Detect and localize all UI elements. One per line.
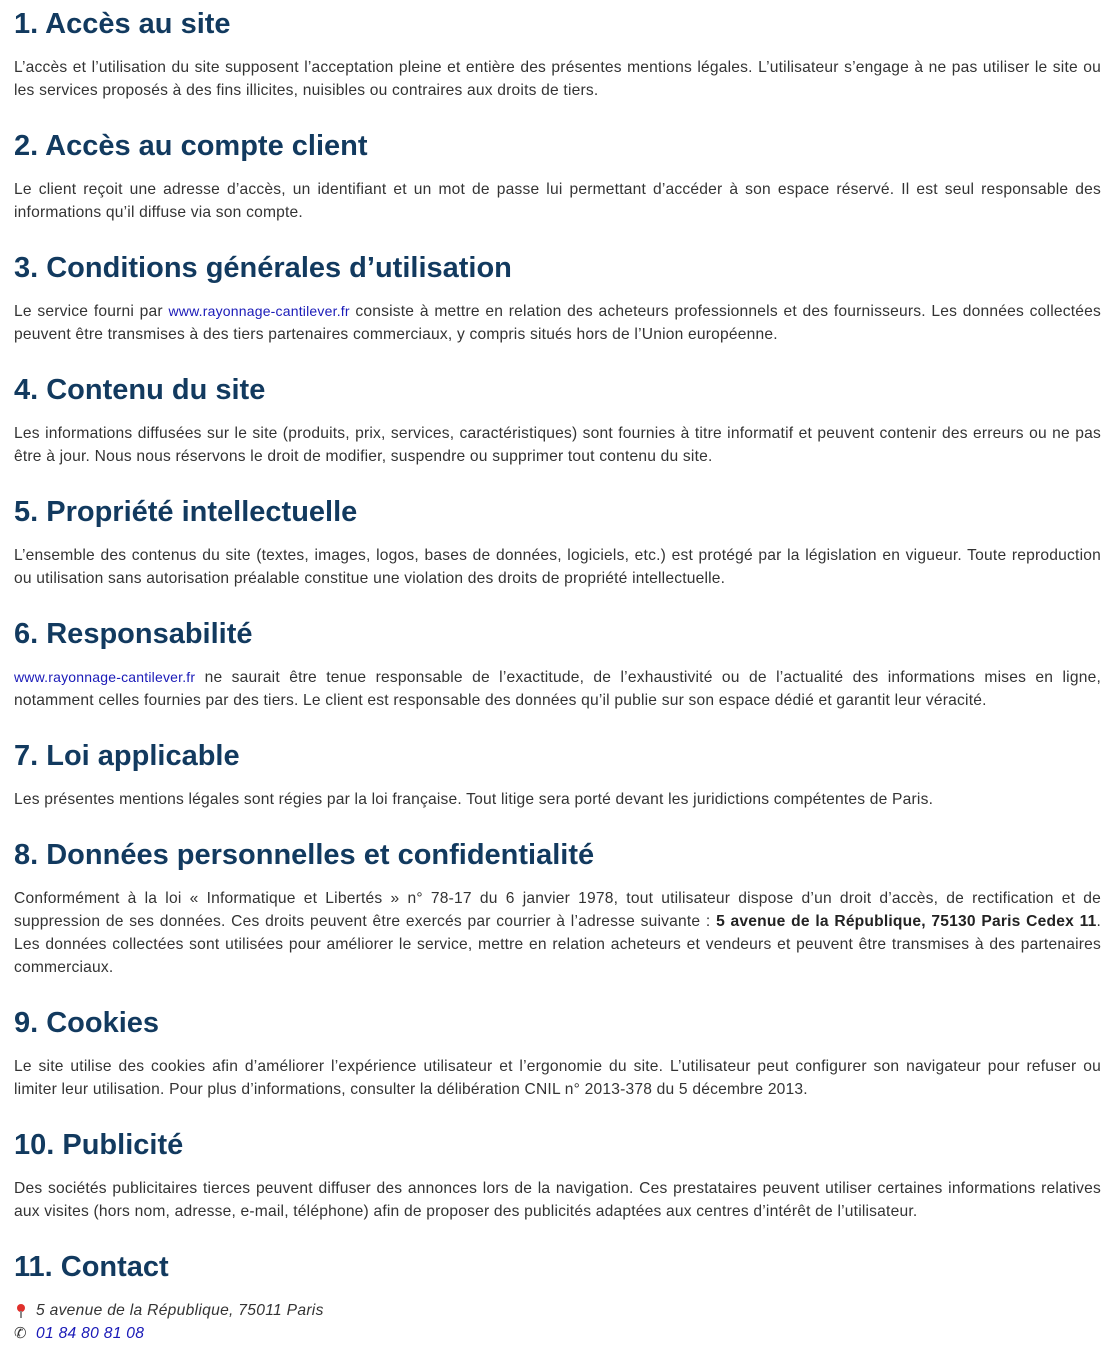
text-part: . Les données collectées sont utilisées pour améliorer le service, mettre en relation acheteurs et vendeurs et peuvent être transmises à des partenaires commerciaux. bbox=[14, 913, 1102, 976]
section-contact bbox=[14, 1243, 1101, 1345]
section-title: 9. Cookies bbox=[14, 1007, 160, 1039]
contact-address-text: 5 avenue de la République, 75011 Paris bbox=[36, 1302, 324, 1319]
section-terms-of-use bbox=[14, 244, 1101, 366]
section-intellectual-property bbox=[14, 488, 1101, 610]
phone-icon: ✆ bbox=[14, 1325, 27, 1342]
text-part: Le service fourni par bbox=[14, 303, 169, 320]
section-advertising bbox=[14, 1121, 1101, 1243]
section-title: 6. Responsabilité bbox=[14, 618, 253, 650]
site-link[interactable]: www.rayonnage-cantilever.fr bbox=[14, 669, 196, 685]
section-text bbox=[14, 666, 1101, 712]
section-title: 1. Accès au site bbox=[14, 8, 231, 40]
section-title: 7. Loi applicable bbox=[14, 740, 240, 772]
section-cookies bbox=[14, 999, 1101, 1121]
section-site-access bbox=[14, 0, 1101, 122]
section-personal-data bbox=[14, 831, 1101, 999]
section-title: 5. Propriété intellectuelle bbox=[14, 496, 358, 528]
text-part: consiste à mettre en relation des acheteurs professionnels et des fournisseurs. Les données collectées peuvent être transmises à des tiers partenaires commerciaux, y compris situés hors de l’Union européenne. bbox=[14, 303, 1101, 343]
postal-address: 5 avenue de la République, 75130 Paris Cedex 11 bbox=[716, 913, 1097, 930]
map-pin-icon bbox=[14, 1299, 36, 1322]
section-title: 2. Accès au compte client bbox=[14, 130, 368, 162]
section-text: L’accès et l’utilisation du site supposent l’acceptation pleine et entière des présentes mentions légales. L’utilisateur s’engage à ne pas utiliser le site ou les services proposés à des fins illicites, nuisibles ou contraires aux droits de tiers. bbox=[14, 59, 1101, 99]
section-site-content bbox=[14, 366, 1101, 488]
phone-link[interactable]: 01 84 80 81 08 bbox=[36, 1325, 145, 1342]
contact-phone bbox=[14, 1322, 1101, 1345]
text-part: ne saurait être tenue responsable de l’exactitude, de l’exhaustivité ou de l’actualité des informations mises en ligne, notamment celles fournies par des tiers. Le client est responsable des données qu’il publie sur son espace dédié et garantit leur véracité. bbox=[14, 669, 1101, 709]
section-title: 4. Contenu du site bbox=[14, 374, 266, 406]
text-part: Conformément à la loi « Informatique et Libertés » n° 78-17 du 6 janvier 1978, tout utilisateur dispose d’un droit d’accès, de rectification et de suppression de ses données. Ces droits peuvent être exercés par courrier à l’adresse suivante : bbox=[14, 890, 1101, 930]
section-text: Le client reçoit une adresse d’accès, un identifiant et un mot de passe lui permettant d’accéder à son espace réservé. Il est seul responsable des informations qu’il diffuse via son compte. bbox=[14, 181, 1101, 221]
section-text: Les présentes mentions légales sont régies par la loi française. Tout litige sera porté devant les juridictions compétentes de Paris. bbox=[14, 791, 934, 808]
section-text bbox=[14, 300, 1101, 346]
section-text: Le site utilise des cookies afin d’améliorer l’expérience utilisateur et l’ergonomie du site. L’utilisateur peut configurer son navigateur pour refuser ou limiter leur utilisation. Pour plus d’informations, consulter la délibération CNIL n° 2013-378 du 5 décembre 2013. bbox=[14, 1058, 1101, 1098]
section-client-account bbox=[14, 122, 1101, 244]
section-title: 8. Données personnelles et confidentialité bbox=[14, 839, 595, 871]
section-liability bbox=[14, 610, 1101, 732]
section-applicable-law bbox=[14, 732, 1101, 831]
section-text: Les informations diffusées sur le site (produits, prix, services, caractéristiques) sont fournies à titre informatif et peuvent contenir des erreurs ou ne pas être à jour. Nous nous réservons le droit de modifier, suspendre ou supprimer tout contenu du site. bbox=[14, 425, 1101, 465]
contact-address bbox=[14, 1299, 1101, 1322]
section-text: L’ensemble des contenus du site (textes, images, logos, bases de données, logiciels, etc.) est protégé par la législation en vigueur. Toute reproduction ou utilisation sans autorisation préalable constitue une violation des droits de propriété intellectuelle. bbox=[14, 547, 1101, 587]
site-link[interactable]: www.rayonnage-cantilever.fr bbox=[168, 303, 350, 319]
section-text bbox=[14, 887, 1101, 979]
section-text: Des sociétés publicitaires tierces peuvent diffuser des annonces lors de la navigation. Ces prestataires peuvent utiliser certaines informations relatives aux visites (hors nom, adresse, e-mail, téléphone) afin de proposer des publicités adaptées aux centres d’intérêt de l’utilisateur. bbox=[14, 1180, 1101, 1220]
section-title: 3. Conditions générales d’utilisation bbox=[14, 252, 512, 284]
section-title: 10. Publicité bbox=[14, 1129, 184, 1161]
section-title: 11. Contact bbox=[14, 1251, 169, 1283]
